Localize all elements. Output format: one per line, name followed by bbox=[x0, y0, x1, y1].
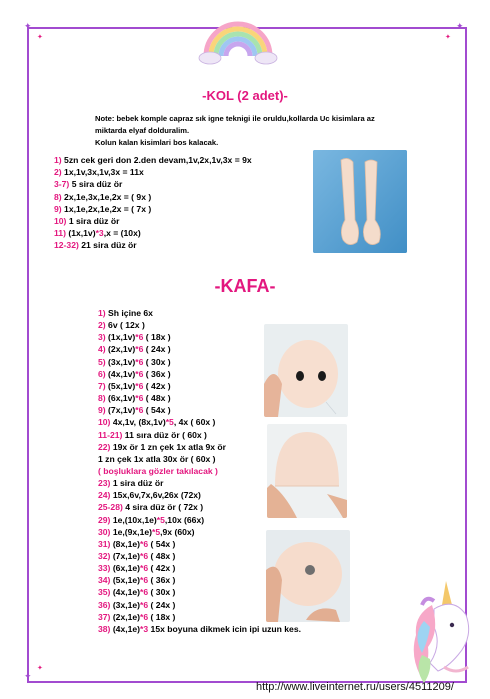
row-number: 24) bbox=[98, 490, 111, 501]
row-text: ( 48x ) bbox=[143, 393, 171, 404]
instruction-row bbox=[54, 155, 252, 165]
row-text: (6x,1v) bbox=[108, 393, 136, 404]
row-number: 8) bbox=[54, 191, 62, 202]
instruction-row bbox=[98, 539, 175, 549]
instruction-row bbox=[54, 192, 151, 202]
instruction-row bbox=[98, 563, 175, 573]
repeat-count: *6 bbox=[135, 344, 144, 355]
row-text: ,9x (60x) bbox=[160, 526, 195, 537]
row-number: 11-21) bbox=[98, 429, 123, 440]
row-text: ,10x (66x) bbox=[164, 514, 205, 525]
instruction-row bbox=[98, 478, 163, 488]
note-line: Note: bebek komple capraz sık igne teknigi ile oruldu,kollarda Uc kisimlara az bbox=[95, 114, 375, 123]
row-text: (3x,1e) bbox=[112, 599, 141, 610]
star-icon: ✦ bbox=[24, 21, 32, 31]
instruction-row bbox=[98, 369, 171, 379]
instruction-row bbox=[98, 612, 175, 622]
row-number: 5) bbox=[98, 356, 106, 367]
arms-photo bbox=[313, 150, 407, 253]
row-number: 9) bbox=[98, 405, 106, 416]
row-number: 38) bbox=[98, 623, 111, 634]
row-text: (3x,1v) bbox=[108, 356, 136, 367]
row-number: 36) bbox=[98, 599, 111, 610]
instruction-row bbox=[98, 332, 171, 342]
repeat-count: *6 bbox=[135, 368, 144, 379]
row-text: 15x,6v,7x,6v,26x (72x) bbox=[112, 490, 201, 501]
row-text: 6v ( 12x ) bbox=[108, 320, 145, 331]
head-photo-front bbox=[264, 324, 348, 417]
row-text: ( 48x ) bbox=[148, 551, 176, 561]
repeat-count: *6 bbox=[135, 405, 144, 416]
star-icon: ✦ bbox=[37, 34, 43, 41]
row-number: 9) bbox=[54, 203, 62, 214]
instruction-row bbox=[98, 466, 218, 476]
row-number: 22) bbox=[98, 441, 111, 452]
instruction-row bbox=[98, 320, 145, 330]
row-text: ( 54x ) bbox=[143, 405, 171, 416]
row-text: 2x,1e,3x,1e,2x = ( 9x ) bbox=[64, 191, 152, 202]
row-text: (5x,1e) bbox=[112, 575, 141, 586]
crocheted-arms-image bbox=[313, 150, 407, 253]
repeat-count: *5 bbox=[152, 526, 161, 537]
kafa-title: -KAFA- bbox=[214, 276, 276, 296]
instruction-row bbox=[98, 551, 175, 561]
row-text: (7x,1e) bbox=[112, 551, 141, 561]
row-number: 25-28) bbox=[98, 502, 123, 513]
row-text: (2x,1e) bbox=[112, 611, 141, 622]
instruction-row bbox=[98, 502, 203, 512]
row-number: 8) bbox=[98, 393, 106, 404]
instruction-row bbox=[54, 228, 141, 238]
row-text: 1e,(10x,1e) bbox=[112, 514, 157, 525]
row-number: 34) bbox=[98, 575, 111, 586]
star-icon: ✦ bbox=[445, 34, 451, 41]
instruction-row bbox=[98, 490, 201, 500]
instruction-row bbox=[98, 393, 171, 403]
repeat-count: *5 bbox=[156, 514, 165, 525]
repeat-count: *6 bbox=[135, 393, 144, 404]
row-number: 3) bbox=[98, 332, 106, 343]
row-text: ( 18x ) bbox=[143, 332, 171, 343]
row-text: (4x,1v) bbox=[108, 368, 136, 379]
row-text: (7x,1v) bbox=[108, 405, 136, 416]
row-text: (4x,1e) bbox=[112, 623, 141, 634]
instruction-row bbox=[98, 357, 171, 367]
row-number: 2) bbox=[54, 167, 62, 178]
row-text: 5 sira düz ör bbox=[71, 179, 123, 190]
row-text: ( 24x ) bbox=[143, 344, 171, 355]
row-text: (5x,1v) bbox=[108, 380, 136, 391]
repeat-count: *6 bbox=[140, 611, 149, 622]
row-text: ( 42x ) bbox=[143, 380, 171, 391]
repeat-count: *6 bbox=[140, 575, 149, 586]
repeat-count: *6 bbox=[135, 332, 144, 343]
row-text: ( 30x ) bbox=[143, 356, 171, 367]
row-number: 1) bbox=[54, 155, 62, 165]
row-number: 23) bbox=[98, 478, 111, 489]
row-text: (8x,1e) bbox=[112, 538, 141, 549]
instruction-row bbox=[98, 600, 175, 610]
row-text: ( 54x ) bbox=[148, 538, 176, 549]
unicorn-icon bbox=[404, 575, 484, 685]
row-text: ( 24x ) bbox=[148, 599, 176, 610]
row-text: ( 18x ) bbox=[148, 611, 176, 622]
instruction-row bbox=[98, 515, 204, 525]
repeat-count: *6 bbox=[140, 563, 149, 574]
row-text: (1x,1v) bbox=[108, 332, 136, 343]
row-text: ( 42x ) bbox=[148, 563, 176, 574]
source-url[interactable]: http://www.liveinternet.ru/users/4511209/ bbox=[256, 681, 454, 693]
row-number: 6) bbox=[98, 368, 106, 379]
row-text: 1x,1e,2x,1e,2x = ( 7x ) bbox=[64, 203, 152, 214]
row-text: , 4x ( 60x ) bbox=[173, 417, 216, 428]
row-number: 3-7) bbox=[54, 179, 70, 190]
instruction-row bbox=[98, 430, 207, 440]
repeat-count: *6 bbox=[135, 380, 144, 391]
row-number: 31) bbox=[98, 538, 111, 549]
row-text: (6x,1e) bbox=[112, 563, 141, 574]
instruction-row bbox=[54, 216, 119, 226]
kol-title: -KOL (2 adet)- bbox=[202, 88, 288, 103]
crocheted-head-base-image bbox=[266, 530, 350, 622]
row-text: ( 30x ) bbox=[148, 587, 176, 598]
row-text: 11 sıra düz ör ( 60x ) bbox=[124, 429, 207, 440]
rainbow-icon bbox=[198, 16, 278, 66]
row-text: 1 sira düz ör bbox=[112, 478, 164, 489]
row-number: 12-32) bbox=[54, 240, 79, 251]
row-text: (4x,1e) bbox=[112, 587, 141, 598]
row-text: 15x boyuna dikmek icin ipi uzun kes. bbox=[148, 623, 301, 634]
repeat-count: *3 bbox=[95, 228, 104, 239]
row-text: 4x,1v, (8x,1v) bbox=[112, 417, 166, 428]
row-number: 37) bbox=[98, 611, 111, 622]
instruction-row bbox=[98, 308, 153, 318]
row-text: (2x,1v) bbox=[108, 344, 136, 355]
row-number: 2) bbox=[98, 320, 106, 331]
row-number: 11) bbox=[54, 228, 66, 239]
row-text: 21 sira düz ör bbox=[81, 240, 137, 251]
crocheted-head-shell-image bbox=[267, 424, 347, 518]
instruction-row bbox=[98, 624, 301, 634]
row-number: 10) bbox=[98, 417, 111, 428]
repeat-count: *6 bbox=[140, 538, 149, 549]
repeat-count: *3 bbox=[140, 623, 149, 634]
row-number: 7) bbox=[98, 380, 106, 391]
row-text: 1 zn çek 1x atla 30x ör ( 60x ) bbox=[98, 453, 216, 464]
row-text: Sh içine 6x bbox=[108, 308, 153, 318]
row-number: 33) bbox=[98, 563, 111, 574]
row-number: 10) bbox=[54, 216, 67, 226]
repeat-count: *5 bbox=[165, 417, 174, 428]
star-icon: ✦ bbox=[24, 671, 32, 681]
row-text: ,x = (10x) bbox=[103, 228, 141, 239]
row-text: 19x ör 1 zn çek 1x atla 9x ör bbox=[112, 441, 227, 452]
note-line: Kolun kalan kisimlari bos kalacak. bbox=[95, 138, 219, 147]
instruction-row bbox=[54, 204, 151, 214]
repeat-count: *6 bbox=[140, 587, 149, 598]
crocheted-head-image bbox=[264, 324, 348, 417]
row-text: 1 sira düz ör bbox=[68, 216, 120, 226]
instruction-row bbox=[98, 417, 215, 427]
head-photo-open bbox=[267, 424, 347, 518]
row-text: 5zn cek geri don 2.den devam,1v,2x,1v,3x = 9x bbox=[64, 155, 252, 165]
row-text: (1x,1v) bbox=[68, 228, 96, 239]
row-note: ( boşluklara gözler takılacak ) bbox=[98, 465, 218, 476]
instruction-row bbox=[98, 587, 175, 597]
instruction-row bbox=[98, 454, 216, 464]
row-number: 32) bbox=[98, 551, 111, 561]
row-text: ( 36x ) bbox=[143, 368, 171, 379]
repeat-count: *6 bbox=[140, 599, 149, 610]
head-photo-bottom bbox=[266, 530, 350, 622]
row-text: 4 sira düz ör ( 72x ) bbox=[125, 502, 204, 513]
instruction-row bbox=[98, 381, 171, 391]
row-number: 29) bbox=[98, 514, 111, 525]
star-icon: ✦ bbox=[456, 21, 464, 31]
instruction-row bbox=[98, 575, 175, 585]
instruction-row bbox=[54, 167, 144, 177]
instruction-row bbox=[98, 405, 171, 415]
row-number: 30) bbox=[98, 526, 111, 537]
instruction-row bbox=[54, 240, 137, 250]
row-number: 4) bbox=[98, 344, 106, 355]
repeat-count: *6 bbox=[135, 356, 144, 367]
note-line: miktarda elyaf dolduralim. bbox=[95, 126, 190, 135]
instruction-row bbox=[54, 179, 122, 189]
row-text: 1e,(9x,1e) bbox=[112, 526, 152, 537]
instruction-row bbox=[98, 442, 226, 452]
repeat-count: *6 bbox=[140, 551, 149, 561]
row-number: 1) bbox=[98, 308, 106, 318]
instruction-row bbox=[98, 344, 171, 354]
row-text: ( 36x ) bbox=[148, 575, 176, 586]
instruction-row bbox=[98, 527, 195, 537]
kol-note bbox=[95, 113, 435, 149]
row-number: 35) bbox=[98, 587, 111, 598]
star-icon: ✦ bbox=[37, 665, 43, 672]
row-text: 1x,1v,3x,1v,3x = 11x bbox=[64, 167, 144, 178]
